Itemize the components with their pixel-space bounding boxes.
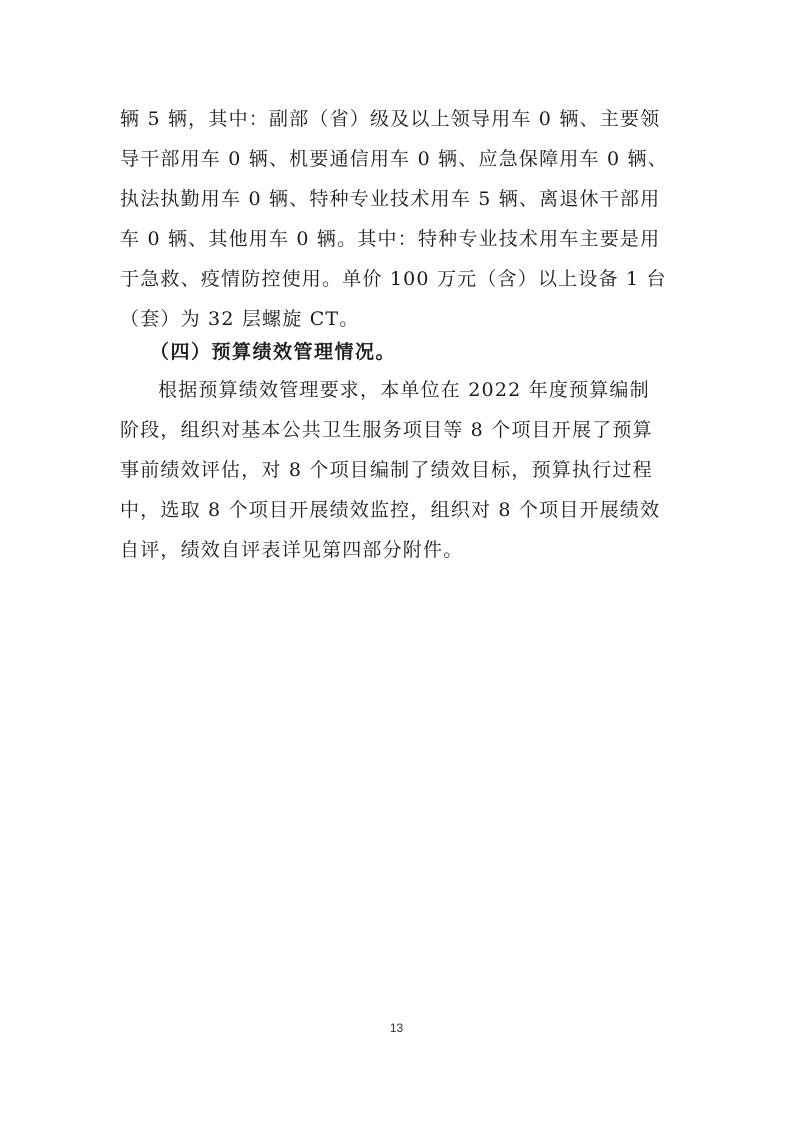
text-line: 于急救、疫情防控使用。单价 100 万元（含）以上设备 1 台 <box>120 268 667 290</box>
text-line: 车 0 辆、其他用车 0 辆。其中：特种专业技术用车主要是用 <box>120 228 661 250</box>
text-line: 自评，绩效自评表详见第四部分附件。 <box>120 539 464 561</box>
text-line: （套）为 32 层螺旋 CT。 <box>120 308 360 330</box>
text-line: 导干部用车 0 辆、机要通信用车 0 辆、应急保障用车 0 辆、 <box>120 148 668 170</box>
text-line: 根据预算绩效管理要求，本单位在 2022 年度预算编制 <box>158 379 650 401</box>
text-line: 中，选取 8 个项目开展绩效监控，组织对 8 个项目开展绩效 <box>120 499 661 521</box>
text-line: 辆 5 辆，其中：副部（省）级及以上领导用车 0 辆、主要领 <box>120 108 661 130</box>
section-heading: （四）预算绩效管理情况。 <box>150 341 397 363</box>
text-line: 执法执勤用车 0 辆、特种专业技术用车 5 辆、离退休干部用 <box>120 188 661 210</box>
text-line: 事前绩效评估，对 8 个项目编制了绩效目标，预算执行过程 <box>120 459 653 481</box>
page-number: 13 <box>389 1021 404 1035</box>
text-line: 阶段，组织对基本公共卫生服务项目等 8 个项目开展了预算 <box>120 419 653 441</box>
